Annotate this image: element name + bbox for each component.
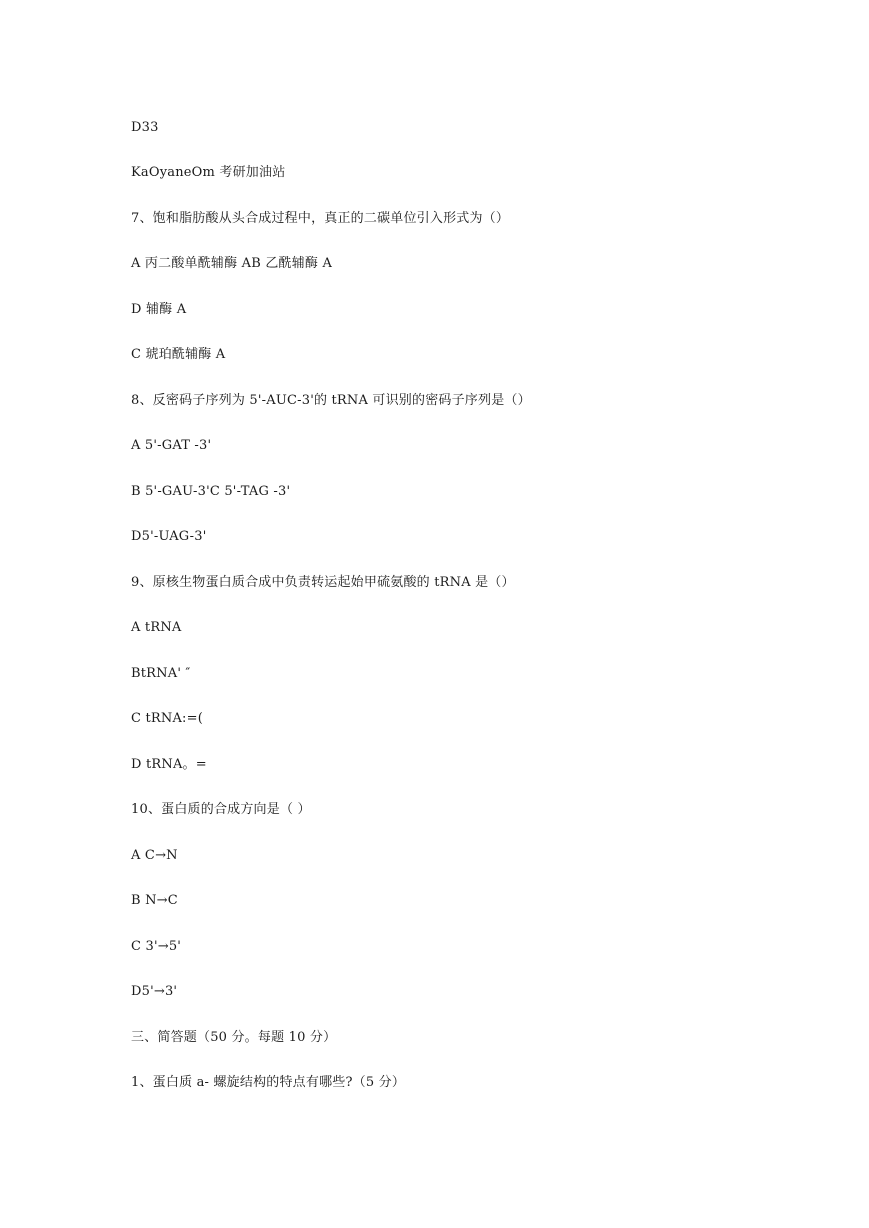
question-7-option-c: C 琥珀酰辅酶 A xyxy=(131,347,226,362)
section-heading-short-answer: 三、简答题（50 分。每题 10 分） xyxy=(131,1030,337,1045)
question-9: 9、原核生物蛋白质合成中负责转运起始甲硫氨酸的 tRNA 是（） xyxy=(131,575,515,590)
text-line-d33: D33 xyxy=(131,120,159,135)
question-8-option-d: D5'-UAG-3' xyxy=(131,529,207,544)
question-10-option-a: A C→N xyxy=(131,848,178,863)
short-answer-question-1: 1、蛋白质 a- 螺旋结构的特点有哪些?（5 分） xyxy=(131,1075,406,1090)
question-9-option-a: A tRNA xyxy=(131,620,182,635)
question-9-option-c: C tRNA:=( xyxy=(131,711,203,726)
question-10-option-b: B N→C xyxy=(131,893,178,908)
question-9-option-b: BtRNA' ″ xyxy=(131,666,191,681)
watermark-line: KaOyaneOm 考研加油站 xyxy=(131,165,286,180)
question-8-option-bc: B 5'-GAU-3'C 5'-TAG -3' xyxy=(131,484,291,499)
question-9-option-d: D tRNA。= xyxy=(131,757,207,772)
question-7: 7、饱和脂肪酸从头合成过程中，真正的二碳单位引入形式为（） xyxy=(131,211,510,226)
question-10-option-c: C 3'→5' xyxy=(131,939,182,954)
question-8-option-a: A 5'-GAT -3' xyxy=(131,438,212,453)
question-8: 8、反密码子序列为 5'-AUC-3'的 tRNA 可识别的密码子序列是（） xyxy=(131,393,531,408)
question-10: 10、蛋白质的合成方向是（ ） xyxy=(131,802,311,817)
question-10-option-d: D5'→3' xyxy=(131,984,178,999)
question-7-option-d: D 辅酶 A xyxy=(131,302,187,317)
question-7-option-ab: A 丙二酸单酰辅酶 AB 乙酰辅酶 A xyxy=(131,256,333,271)
